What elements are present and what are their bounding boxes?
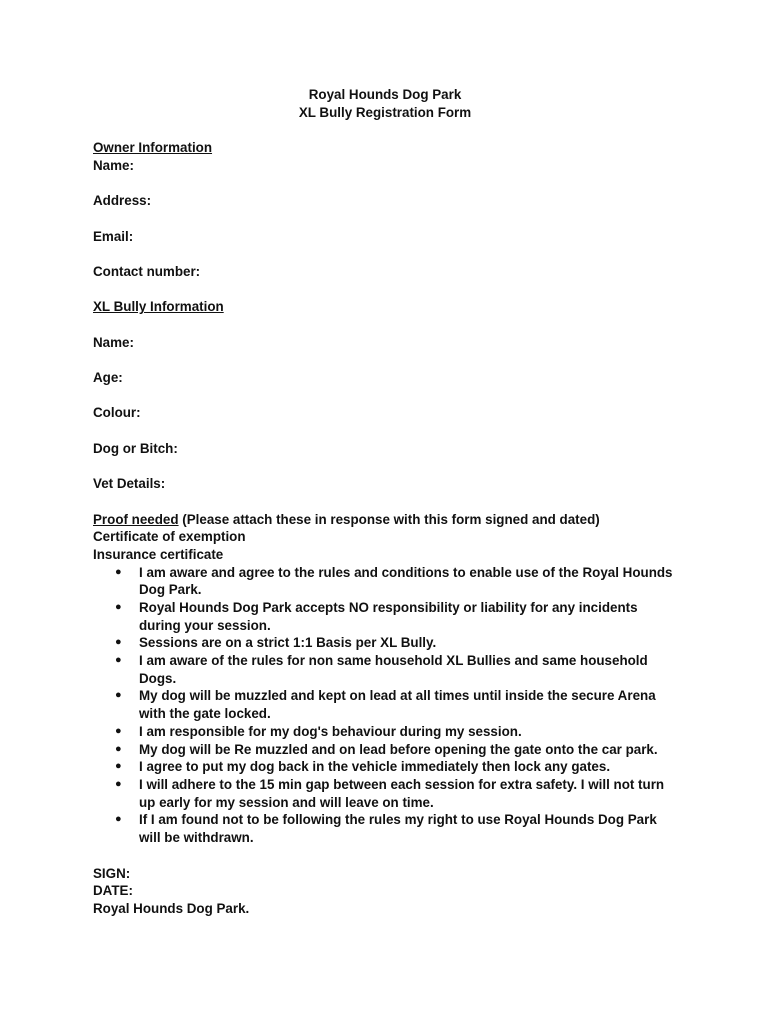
proof-needed-line [93, 511, 693, 529]
vet-details-label: Vet Details: [93, 476, 166, 492]
proof-item-exemption: Certificate of exemption [93, 529, 246, 545]
bullet-icon: ● [115, 760, 122, 773]
rule-item: ● If I am found not to be following the rules my right to use Royal Hounds Dog Park will be withdrawn. [115, 812, 657, 846]
rule-item: ● Sessions are on a strict 1:1 Basis per XL Bully. [115, 635, 437, 651]
bullet-icon: ● [115, 742, 122, 755]
bullet-icon: ● [115, 565, 122, 578]
dog-colour-label: Colour: [93, 405, 141, 421]
owner-email-label: Email: [93, 228, 134, 244]
footer-organisation: Royal Hounds Dog Park. [93, 900, 250, 916]
bullet-icon: ● [115, 778, 122, 790]
rule-item: ● I am aware of the rules for non same household XL Bullies and same household Dogs. [115, 653, 648, 686]
rule-item: ● I am aware and agree to the rules and conditions to enable use of the Royal Hounds Dog Park. [115, 564, 673, 598]
bullet-icon: ● [115, 654, 122, 667]
rule-item: ● I am responsible for my dog's behaviour during my session. [115, 723, 522, 739]
rules-list [93, 564, 693, 847]
dog-sex-label: Dog or Bitch: [93, 440, 178, 456]
owner-contact-label: Contact number: [93, 263, 201, 279]
date-label: DATE: [93, 883, 133, 899]
proof-needed-heading: Proof needed [93, 511, 179, 527]
document-title [93, 86, 677, 121]
rule-item: ● My dog will be muzzled and kept on lead at all times until inside the secure Arena with the gate locked. [115, 688, 656, 722]
proof-needed-note: (Please attach these in response with this form signed and dated) [178, 511, 600, 527]
bullet-icon: ● [115, 724, 122, 737]
document-page [93, 86, 693, 918]
owner-address-label: Address: [93, 193, 152, 209]
rule-item: ● My dog will be Re muzzled and on lead before opening the gate onto the car park. [115, 741, 658, 757]
rule-item: ● I will adhere to the 15 min gap between each session for extra safety. I will not turn up early for my session and will leave on time. [115, 777, 665, 810]
owner-information-heading: Owner Information [93, 140, 213, 156]
park-name: Royal Hounds Dog Park [308, 87, 462, 102]
dog-name-label: Name: [93, 334, 134, 350]
owner-name-label: Name: [93, 157, 134, 173]
xl-bully-information-heading: XL Bully Information [93, 299, 224, 315]
bullet-icon: ● [115, 813, 122, 826]
bullet-icon: ● [115, 636, 122, 649]
rule-item: ● I agree to put my dog back in the vehicle immediately then lock any gates. [115, 759, 611, 775]
dog-age-label: Age: [93, 370, 123, 385]
form-title: XL Bully Registration Form [298, 104, 472, 120]
bullet-icon: ● [115, 600, 122, 613]
proof-item-insurance: Insurance certificate [93, 546, 224, 562]
rule-item: ● Royal Hounds Dog Park accepts NO responsibility or liability for any incidents during your session. [115, 599, 638, 633]
sign-label: SIGN: [93, 865, 131, 881]
bullet-icon: ● [115, 689, 122, 702]
